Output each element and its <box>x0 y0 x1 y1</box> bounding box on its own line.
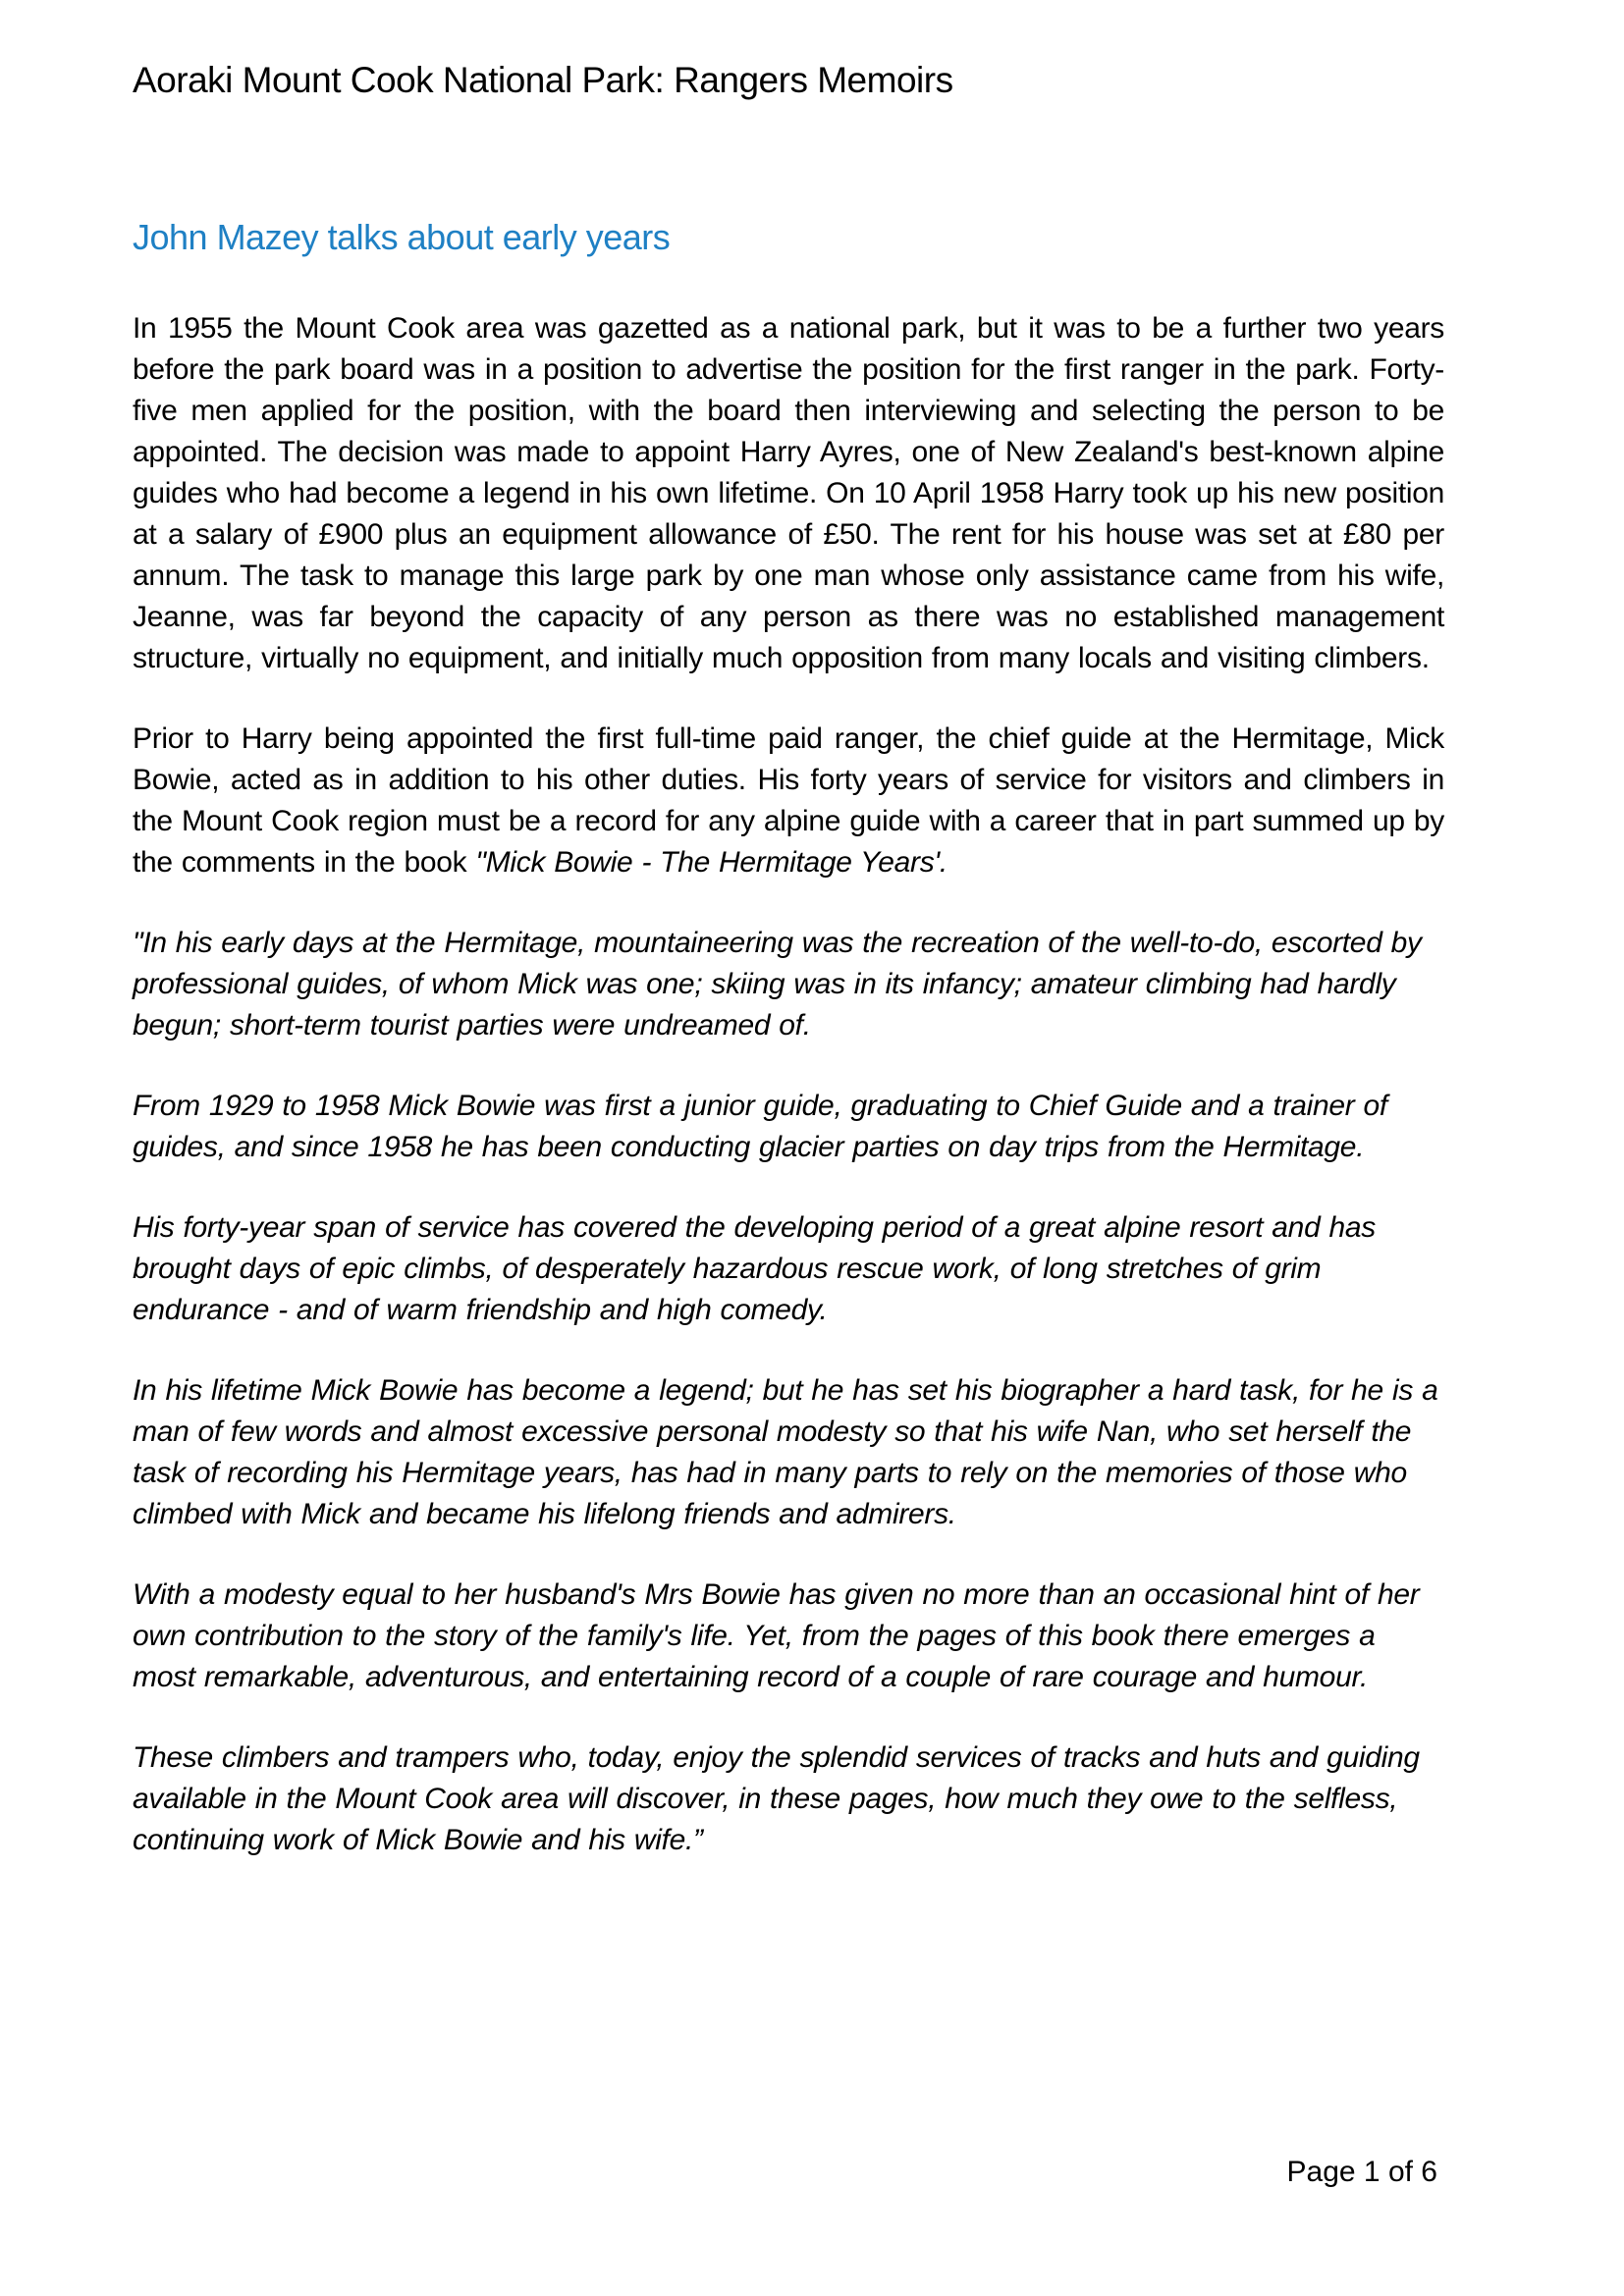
text-run: These climbers and trampers who, today, enjoy the splendid services of tracks and huts and guiding available in the Mount Cook area will discover, in these pages, how much they owe to the selfless, continuing work of Mick Bowie and his wife.” <box>133 1741 1420 1856</box>
paragraph <box>133 1086 1444 1168</box>
paragraph <box>133 923 1444 1046</box>
paragraph <box>133 1737 1444 1861</box>
text-run: "In his early days at the Hermitage, mountaineering was the recreation of the well-to-do, escorted by professional guides, of whom Mick was one; skiing was in its infancy; amateur climbing had hardly begun; short-term tourist parties were undreamed of. <box>133 927 1422 1041</box>
section-heading: John Mazey talks about early years <box>133 217 671 257</box>
paragraph <box>133 308 1444 679</box>
text-run: From 1929 to 1958 Mick Bowie was first a junior guide, graduating to Chief Guide and a trainer of guides, and since 1958 he has been conducting glacier parties on day trips from the Hermitage. <box>133 1090 1387 1163</box>
paragraph <box>133 1370 1444 1535</box>
text-run: In his lifetime Mick Bowie has become a legend; but he has set his biographer a hard task, for he is a man of few words and almost excessive personal modesty so that his wife Nan, who set herself the task of recording his Hermitage years, has had in many parts to rely on the memories of those who climbed with Mick and became his lifelong friends and admirers. <box>133 1374 1438 1530</box>
document-body <box>133 308 1444 1861</box>
text-run: In 1955 the Mount Cook area was gazetted as a national park, but it was to be a further two years before the park board was in a position to advertise the position for the first ranger in the park. Forty-five men applied for the position, with the board then interviewing and selecting the person to be appointed. The decision was made to appoint Harry Ayres, one of New Zealand's best-known alpine guides who had become a legend in his own lifetime. On 10 April 1958 Harry took up his new position at a salary of £900 plus an equipment allowance of £50. The rent for his house was set at £80 per annum. The task to manage this large park by one man whose only assistance came from his wife, Jeanne, was far beyond the capacity of any person as there was no established management structure, virtually no equipment, and initially much opposition from many locals and visiting climbers. <box>133 312 1444 674</box>
paragraph <box>133 719 1444 883</box>
text-run: "Mick Bowie - The Hermitage Years'. <box>475 846 947 879</box>
document-title: Aoraki Mount Cook National Park: Rangers Memoirs <box>133 60 953 100</box>
document-page <box>133 57 1444 1900</box>
text-run: Prior to Harry being appointed the first full-time paid ranger, the chief guide at the Hermitage, Mick Bowie, acted as in addition to his other duties. His forty years of service for visitors and climbers in the Mount Cook region must be a record for any alpine guide with a career that in part summed up by the comments in the book <box>133 722 1444 879</box>
paragraph <box>133 1207 1444 1331</box>
page-number: Page 1 of 6 <box>1286 2156 1437 2188</box>
paragraph <box>133 1575 1444 1698</box>
text-run: With a modesty equal to her husband's Mrs Bowie has given no more than an occasional hint of her own contribution to the story of the family's life. Yet, from the pages of this book there emerges a most remarkable, adventurous, and entertaining record of a couple of rare courage and humour. <box>133 1578 1420 1693</box>
text-run: His forty-year span of service has covered the developing period of a great alpine resort and has brought days of epic climbs, of desperately hazardous rescue work, of long stretches of grim endurance - and of warm friendship and high comedy. <box>133 1211 1376 1326</box>
